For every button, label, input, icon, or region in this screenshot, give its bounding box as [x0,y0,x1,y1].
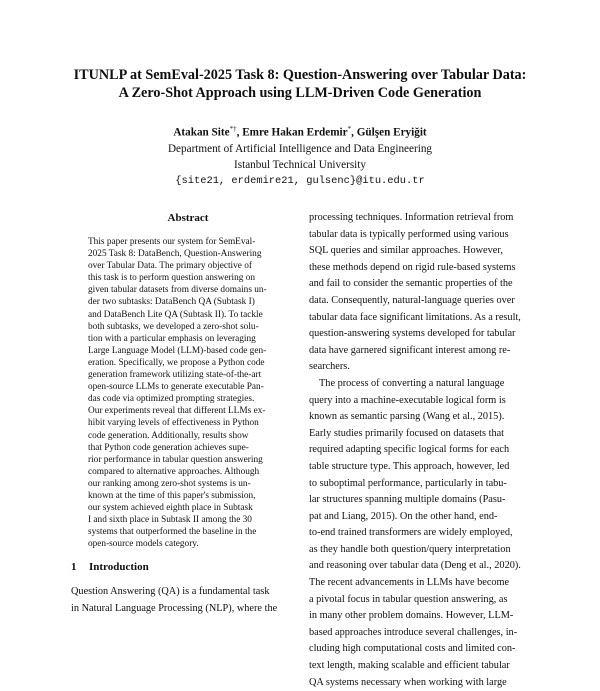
body-text-line: table structure type. This approach, however, led [309,460,510,472]
body-text-line: The process of converting a natural language [319,377,505,389]
body-text-line: processing techniques. Information retrieval from [309,212,514,223]
abstract-line: der two subtasks: DataBench QA (Subtask I) [88,297,255,308]
body-text-line: in many other problem domains. However, LLM- [309,610,514,622]
body-text-line: as they handle both question/query interpretation [309,543,511,555]
author-1: Atakan Site [173,126,230,139]
abstract-line: known at the time of this paper's submission, [88,490,256,501]
body-text-line: searchers. [309,361,350,373]
abstract-heading: Abstract [167,212,209,224]
abstract-line: our ranking among zero-shot systems is un- [88,478,251,489]
right-paragraph-1 [309,210,541,376]
author-emails: {site21, erdemire21, gulsenc}@itu.edu.tr [175,174,425,187]
body-text-line: The recent advancements in LLMs have become [309,577,510,589]
body-text-line: query into a machine-executable logical form is [309,394,506,406]
abstract-line: and DataBench Lite QA (Subtask II). To tackle [88,309,263,320]
body-text-line: QA systems necessary when working with large [309,676,507,688]
abstract-line: given tabular datasets from diverse domains un- [88,285,267,296]
abstract-line: systems that outperformed the baseline in the [88,527,257,538]
body-text-line: cluding high computational costs and limited con- [309,643,516,655]
author-2-marks: * [347,125,352,133]
abstract-line: open-source LLMs to generate executable Pan- [88,382,264,393]
body-text-line: to suboptimal performance, particularly in tabu- [309,477,507,489]
abstract-line: open-source models category. [88,539,199,550]
abstract-line: 2025 Task 8: DataBench, Question-Answering [88,249,262,260]
right-paragraph-2 [309,376,541,691]
section-heading-introduction [71,560,301,574]
body-text-line: based approaches introduce several challenges, in- [309,626,518,638]
body-text-line: lar structures spanning multiple domains (Pasu- [309,494,506,506]
author-separator-1: , [236,126,243,139]
affiliation-department: Department of Artificial Intelligence and Data Engineering [167,142,433,155]
section-number: 1 [71,561,77,573]
abstract-line: code generation. Additionally, results show [88,430,249,441]
author-names [0,121,600,141]
body-text-line: pat and Liang, 2015). On the other hand, end- [309,510,498,522]
author-1-marks: *† [229,125,237,133]
abstract-text [88,236,288,550]
body-text-line: and reasoning over tabular data (Deng et al., 2020). [309,560,521,572]
abstract-line: over Tabular Data. The primary objective of [88,261,252,272]
abstract-line: Our experiments reveal that different LLMs ex- [88,406,266,417]
body-text-line: these methods depend on rigid rule-based systems [309,261,516,273]
abstract-line: our system achieved eighth place in Subtask [88,503,253,514]
body-text-line: to-end trained transformers are widely employed, [309,527,513,539]
body-text-line: data have garnered significant interest among re- [309,344,511,356]
abstract-line: that Python code generation achieves supe- [88,442,249,453]
abstract-line: rior performance in tabular question answering [88,454,263,465]
body-text-line: SQL queries and similar approaches. However, [309,245,503,257]
body-text-line: data. Consequently, natural-language queries over [309,294,515,306]
title-line-2: A Zero-Shot Approach using LLM-Driven Code Generation [118,85,482,101]
abstract-line: eration. Specifically, we propose a Python code [88,357,265,368]
paper-title [0,66,600,102]
body-text-line: question-answering systems developed for tabular [309,328,516,340]
body-text-line: and fail to consider the semantic properties of the [309,278,513,290]
abstract-line: I and sixth place in Subtask II among the 30 [88,515,252,526]
body-text-line: tabular data is typically performed using various [309,228,509,240]
abstract-line: both subtasks, we developed a zero-shot solu- [88,321,259,332]
abstract-line: Large Language Model (LLM)-based code gen- [88,345,267,356]
affiliation-university: Istanbul Technical University [234,158,366,171]
body-text-line: a pivotal focus in tabular question answering, as [309,593,508,605]
body-text-line: text length, making scalable and efficient tabular [309,660,510,672]
author-3: Gülşen Eryiğit [356,126,427,139]
section-title: Introduction [89,561,149,573]
body-text-line: known as semantic parsing (Wang et al., 2015). [309,411,505,423]
abstract-line: This paper presents our system for SemEval- [88,237,256,247]
introduction-line: in Natural Language Processing (NLP), where the [71,602,278,614]
author-block [0,121,600,189]
author-separator-2: , [351,126,357,139]
right-column [309,210,541,691]
body-text-line: tabular data face significant limitations. As a result, [309,311,521,323]
body-text-line: Early studies primarily focused on datasets that [309,427,505,439]
author-2: Emre Hakan Erdemir [242,126,348,139]
introduction-line: Question Answering (QA) is a fundamental task [71,586,270,597]
abstract-line: this task is to perform question answering on [88,273,256,284]
abstract-line: hibit varying levels of effectiveness in Python [88,418,259,429]
abstract-line: das code via optimized prompting strategies. [88,394,255,405]
body-text-line: required adapting specific logical forms for each [309,444,510,456]
introduction-text [71,584,301,618]
abstract-line: tion with a particular emphasis on leveraging [88,333,256,344]
abstract-line: compared to alternative approaches. Although [88,466,260,477]
title-line-1: ITUNLP at SemEval-2025 Task 8: Question-Answering over Tabular Data: [73,67,527,83]
abstract-line: generation framework utilizing state-of-the-art [88,370,262,381]
